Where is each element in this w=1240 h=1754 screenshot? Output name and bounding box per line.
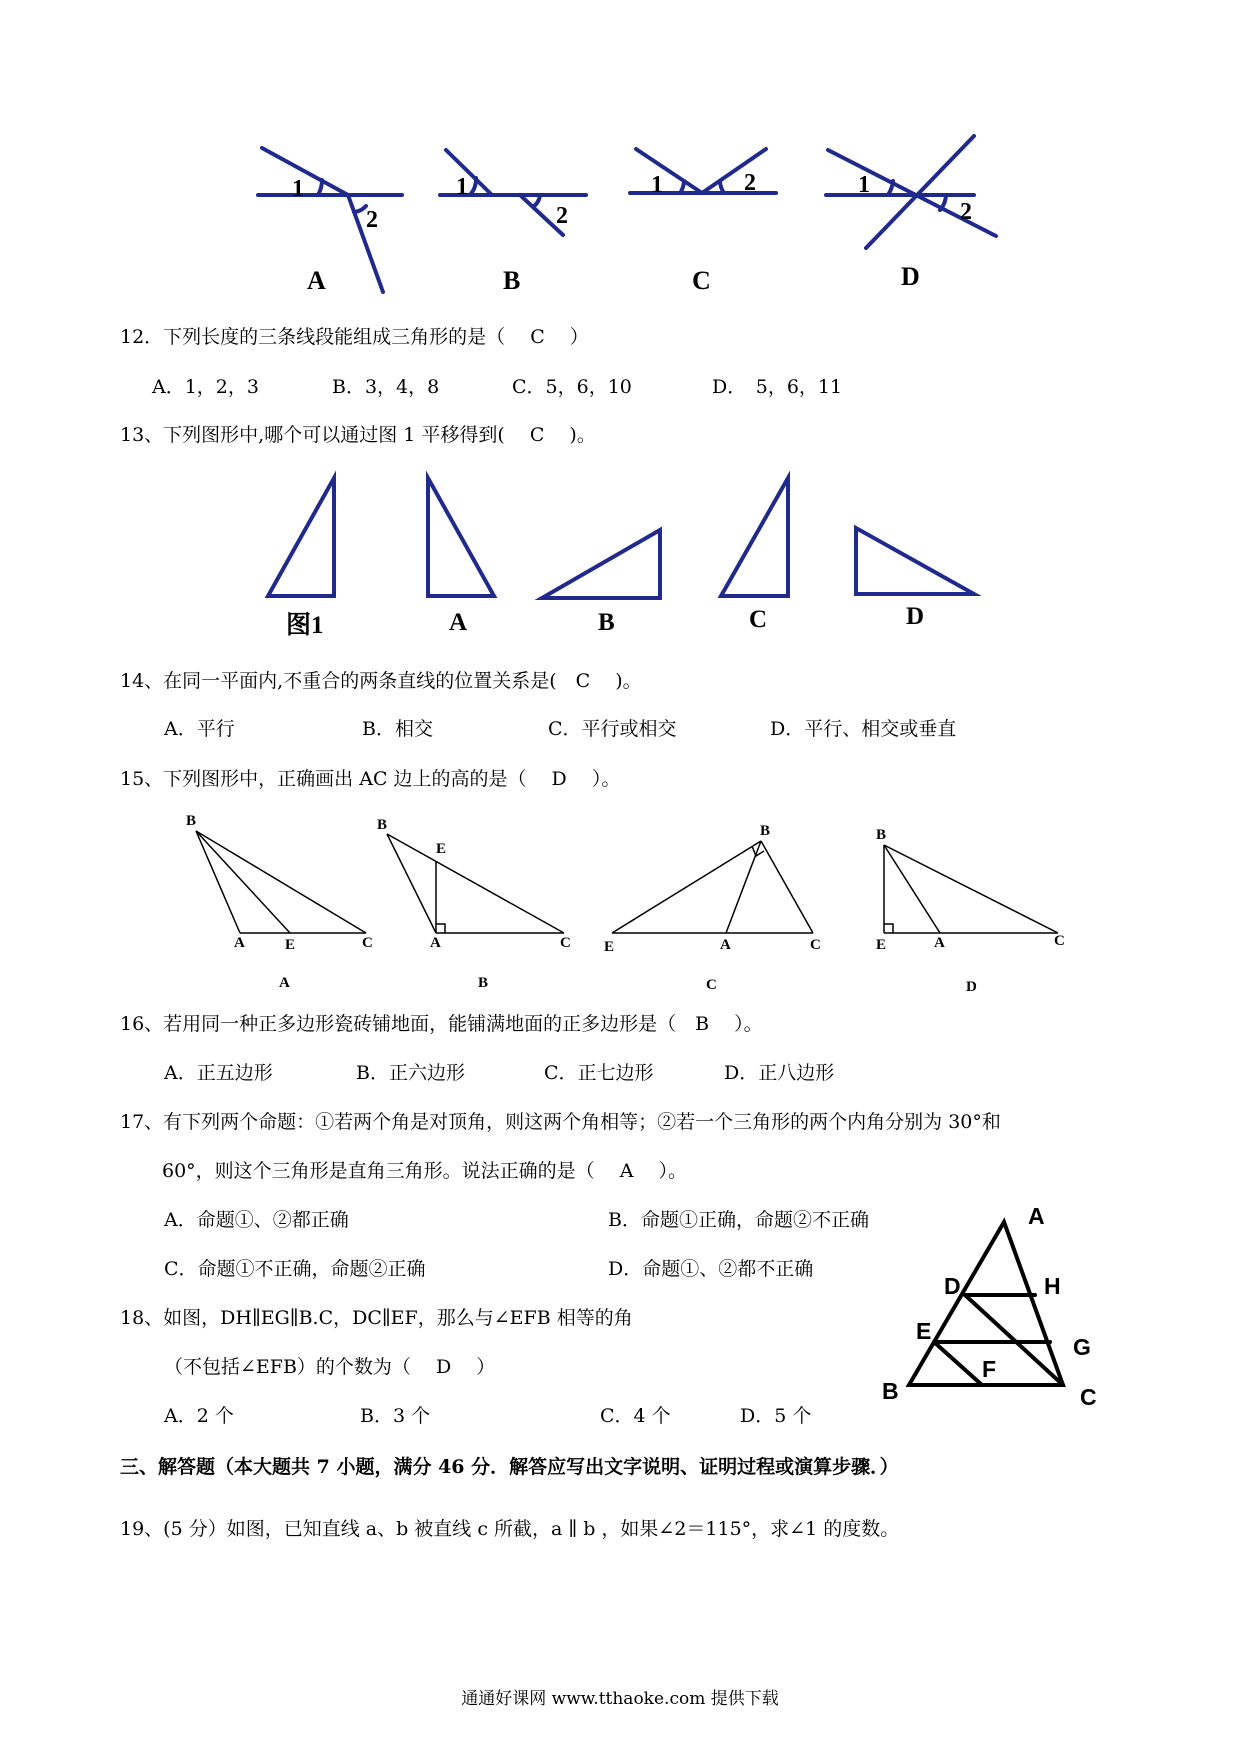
- q16-option-a: A．正五边形: [164, 1062, 273, 1084]
- q18-point-e: E: [916, 1318, 932, 1344]
- q14-option-d: D．平行、相交或垂直: [770, 718, 957, 740]
- q13-stem: 13、下列图形中,哪个可以通过图 1 平移得到( C )。: [120, 424, 596, 446]
- q14-stem: 14、在同一平面内,不重合的两条直线的位置关系是( C )。: [120, 670, 642, 692]
- q11-label-b: B: [503, 266, 521, 295]
- q18-option-a: A．2 个: [164, 1405, 234, 1427]
- q18-point-d: D: [944, 1273, 961, 1299]
- q11-label-c: C: [692, 266, 711, 295]
- q13-label-a: A: [449, 609, 468, 636]
- q15-d-point-c: C: [1054, 933, 1065, 949]
- q17-option-c: C．命题①不正确，命题②正确: [164, 1258, 426, 1280]
- q18-point-g: G: [1073, 1334, 1091, 1360]
- q17-line2: 60°，则这个三角形是直角三角形。说法正确的是（ A ）。: [162, 1160, 687, 1182]
- q15-c-point-a: A: [720, 937, 731, 953]
- q15-b-point-e: E: [436, 841, 447, 857]
- q18-point-a: A: [1028, 1203, 1045, 1229]
- q18-option-d: D．5 个: [740, 1405, 812, 1427]
- q15-caption-d: D: [966, 979, 977, 995]
- q15-a-point-c: C: [362, 935, 373, 951]
- q15-stem: 15、下列图形中，正确画出 AC 边上的高的是（ D ）。: [120, 768, 621, 790]
- q12-option-a: A．1，2，3: [152, 376, 259, 398]
- q14-option-c: C．平行或相交: [548, 718, 677, 740]
- q18-point-f: F: [982, 1356, 997, 1382]
- q11-c-angle1: 1: [651, 172, 663, 198]
- q11-label-a: A: [307, 266, 326, 295]
- q15-d-point-b: B: [876, 827, 887, 843]
- q15-c-point-e: E: [604, 939, 615, 955]
- q16-option-c: C．正七边形: [544, 1062, 654, 1084]
- q15-b-point-b: B: [377, 817, 388, 833]
- q14-option-a: A．平行: [164, 718, 235, 740]
- q18-option-b: B．3 个: [360, 1405, 431, 1427]
- q15-d-point-e: E: [876, 937, 887, 953]
- q12-option-b: B．3，4，8: [332, 376, 440, 398]
- q14-option-b: B．相交: [362, 718, 433, 740]
- q18-point-c: C: [1080, 1384, 1097, 1410]
- q12-option-d: D． 5，6，11: [712, 376, 843, 398]
- page-footer: 通通好课网 www.tthaoke.com 提供下载: [461, 1689, 779, 1709]
- q15-c-point-b: B: [760, 823, 771, 839]
- q13-label-fig1: 图1: [286, 612, 324, 639]
- q18-point-b: B: [882, 1378, 899, 1404]
- q18-option-c: C．4 个: [600, 1405, 671, 1427]
- q16-option-d: D．正八边形: [724, 1062, 835, 1084]
- q15-caption-a: A: [279, 975, 290, 991]
- q18-line1: 18、如图，DH∥EG∥B.C，DC∥EF，那么与∠EFB 相等的角: [120, 1307, 633, 1329]
- q16-option-b: B．正六边形: [356, 1062, 465, 1084]
- q16-stem: 16、若用同一种正多边形瓷砖铺地面，能铺满地面的正多边形是（ B ）。: [120, 1013, 763, 1035]
- q12-option-c: C．5，6，10: [512, 376, 632, 398]
- q15-c-point-c: C: [810, 937, 821, 953]
- q13-label-c: C: [749, 606, 768, 633]
- q15-caption-b: B: [478, 975, 489, 991]
- q19-stem: 19、(5 分）如图，已知直线 a、b 被直线 c 所截，a ∥ b ，如果∠2＝115°，求∠1 的度数。: [120, 1518, 900, 1540]
- q15-caption-c: C: [706, 977, 717, 993]
- section3-heading: 三、解答题（本大题共 7 小题，满分 46 分．解答应写出文字说明、证明过程或演算步骤．）: [120, 1456, 899, 1478]
- q15-a-point-e: E: [285, 937, 296, 953]
- q15-a-point-a: A: [234, 935, 245, 951]
- q17-option-d: D．命题①、②都不正确: [608, 1258, 814, 1280]
- q17-option-a: A．命题①、②都正确: [164, 1209, 349, 1231]
- q11-a-angle1: 1: [292, 176, 304, 202]
- q12-stem: 12．下列长度的三条线段能组成三角形的是（ C ）: [120, 326, 589, 348]
- q17-option-b: B．命题①正确，命题②不正确: [608, 1209, 869, 1231]
- q11-b-angle2: 2: [556, 203, 568, 229]
- q15-d-point-a: A: [934, 935, 945, 951]
- q15-a-point-b: B: [186, 813, 197, 829]
- q15-b-point-a: A: [430, 935, 441, 951]
- q13-label-b: B: [598, 609, 615, 636]
- q17-line1: 17、有下列两个命题：①若两个角是对顶角，则这两个角相等；②若一个三角形的两个内角分别为 30°和: [120, 1111, 1001, 1133]
- q18-line2: （不包括∠EFB）的个数为（ D ）: [164, 1356, 496, 1378]
- q11-c-angle2: 2: [744, 170, 756, 196]
- q11-d-angle1: 1: [858, 172, 870, 198]
- q11-label-d: D: [901, 262, 920, 291]
- q11-a-angle2: 2: [366, 207, 378, 233]
- q11-b-angle1: 1: [456, 174, 468, 200]
- q11-d-angle2: 2: [960, 199, 972, 225]
- q15-b-point-c: C: [560, 935, 571, 951]
- q13-label-d: D: [906, 603, 925, 630]
- q18-point-h: H: [1044, 1273, 1061, 1299]
